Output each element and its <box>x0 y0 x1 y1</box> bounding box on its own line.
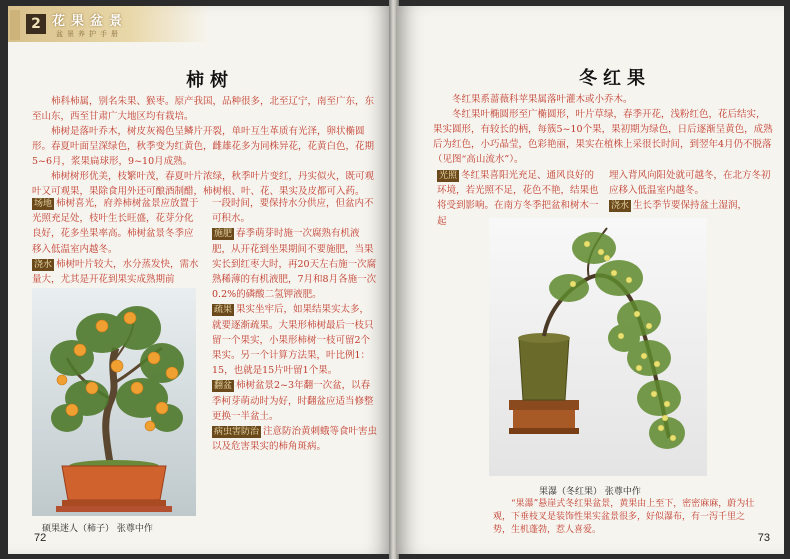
left-column <box>32 196 200 287</box>
care-paragraph <box>212 424 378 454</box>
persimmon-bonsai-photo <box>32 288 196 516</box>
care-paragraph <box>212 378 378 424</box>
photo-caption: 硕果迷人（柿子） 张尊中作 <box>42 524 153 534</box>
page-title: 柿树 <box>186 70 234 91</box>
care-tag: 病虫害防治 <box>214 427 260 438</box>
care-text: 柿树盆景2~3年翻一次盆，以春季柯芽萌动时为好，时翻盆应适当修整更换一半盆土。 <box>212 380 374 422</box>
intro-paragraph: 柿树树形优美，枝繁叶茂，春夏叶片浓绿，秋季叶片变红，丹实似火，既可观叶又可观果，果除食用外还可酿酒制醋，柿树根、叶、花、果实及皮都可入药。 <box>32 171 375 197</box>
care-paragraph <box>32 257 200 287</box>
care-text: 柿树喜光，府养柿树盆景应放置于光照充足处，枝叶生长旺盛，花芽分化良好，花多坐果率高。柿树盆景冬季应移入低温室内越冬。 <box>32 198 199 255</box>
care-tag: 浇水 <box>34 259 53 270</box>
care-text: 生长季节要保持盆土湿润， <box>633 200 748 212</box>
left-page <box>8 6 391 554</box>
care-text: 柿树叶片较大，水分蒸发快，需水量大，尤其是开花到果实成熟期前 <box>32 258 199 286</box>
right-page <box>397 6 784 554</box>
care-tag: 施肥 <box>214 229 233 240</box>
care-paragraph <box>212 196 378 226</box>
care-text: 冬红果喜阳光充足、通风良好的环境，若光照不足，花色不艳，结果也将受到影响。在南方冬季把盆和树木一起 <box>437 170 599 227</box>
cascade-bonsai-photo <box>489 218 707 476</box>
intro-text <box>32 94 380 199</box>
care-paragraph <box>609 168 775 198</box>
page-title: 冬红果 <box>579 68 651 89</box>
page-number: 72 <box>34 532 47 544</box>
right-column <box>609 168 775 214</box>
care-text: 一段时间，要保持水分供应，但盆内不可积水。 <box>212 198 374 225</box>
header-strip <box>10 10 20 40</box>
care-text: 注意防治黄刺蛾等食叶害虫以及危害果实的柿角斑病。 <box>212 426 378 453</box>
photo-description: “果瀑”悬崖式冬红果盆景，黄果由上至下，密密麻麻，蔚为壮观，下垂枝叉是装饰性果实盆景很多，好似瀑布，有一泻千里之势，生机蓬勃，惹人喜爱。 <box>493 499 755 535</box>
care-tag: 场地 <box>34 199 53 209</box>
care-tag: 浇水 <box>611 201 630 212</box>
intro-paragraph: 冬红果系蔷薇科苹果属落叶灌木或小乔木。 <box>452 94 633 105</box>
care-text: 果实坐牢后，如果结果实太多，就要逐渐疏果。大果形柿树最后一枝只留一个果实，小果形柿树一枝可留2个果实。另一个计算方法果，叶比例1：15，也就是15片叶留1个果。 <box>212 304 374 377</box>
care-text: 埋入背风向阳处就可越冬，在北方冬初应移入低温室内越冬。 <box>609 170 771 197</box>
intro-paragraph: 冬红果叶椭圆形至广椭圆形，叶片草绿，春季开花，浅粉红色，花后结实，果实圆形，有较长的柄，每簇5~10个果，果初期为绿色，日后逐渐呈黄色，成熟后为红色，小巧晶莹，色彩艳丽，果实在植株上采很长时间，到翌年4月仍不脱落（见图“高山流水”）。 <box>433 109 773 165</box>
care-tag: 光照 <box>439 171 458 181</box>
care-paragraph <box>32 196 200 257</box>
page-number: 73 <box>757 532 770 544</box>
photo-caption: 果瀑（冬红果） 张尊中作 <box>539 487 641 497</box>
care-paragraph <box>212 226 378 302</box>
chapter-number: 2 <box>26 14 46 34</box>
chapter-title: 花果盆景 <box>52 14 129 29</box>
intro-text <box>433 92 773 167</box>
intro-paragraph: 柿科柿属，别名朱果、猴枣。原产我国，品种很多，北至辽宁，南至广东，东至山东，西至甘肃广大地区均有栽培。 <box>32 96 375 122</box>
chapter-header <box>8 6 208 42</box>
chapter-subtitle: 盆景养护手册 <box>56 30 122 38</box>
right-column <box>212 196 378 454</box>
care-tag: 疏果 <box>214 305 233 316</box>
care-paragraph <box>609 198 775 213</box>
intro-paragraph: 柿树是落叶乔木，树皮灰褐色呈鳞片开裂，单叶互生革质有光泽，卵状椭圆形。春夏叶面呈深绿色，秋季变为红黄色，雌雄花多为同株异花，花黄白色，花期5~6月，浆果扁球形，9~10月成熟。 <box>32 126 375 167</box>
care-text: 春季萌芽时施一次腐熟有机液肥，从开花到坐果期间不要施肥，当果实长到红枣大时，再20天左右施一次腐熟稀薄的有机液肥，7月和8月各施一次0.2%的磷酸二氢钾液肥。 <box>212 228 377 301</box>
care-tag: 翻盆 <box>214 381 233 392</box>
care-paragraph <box>212 302 378 378</box>
